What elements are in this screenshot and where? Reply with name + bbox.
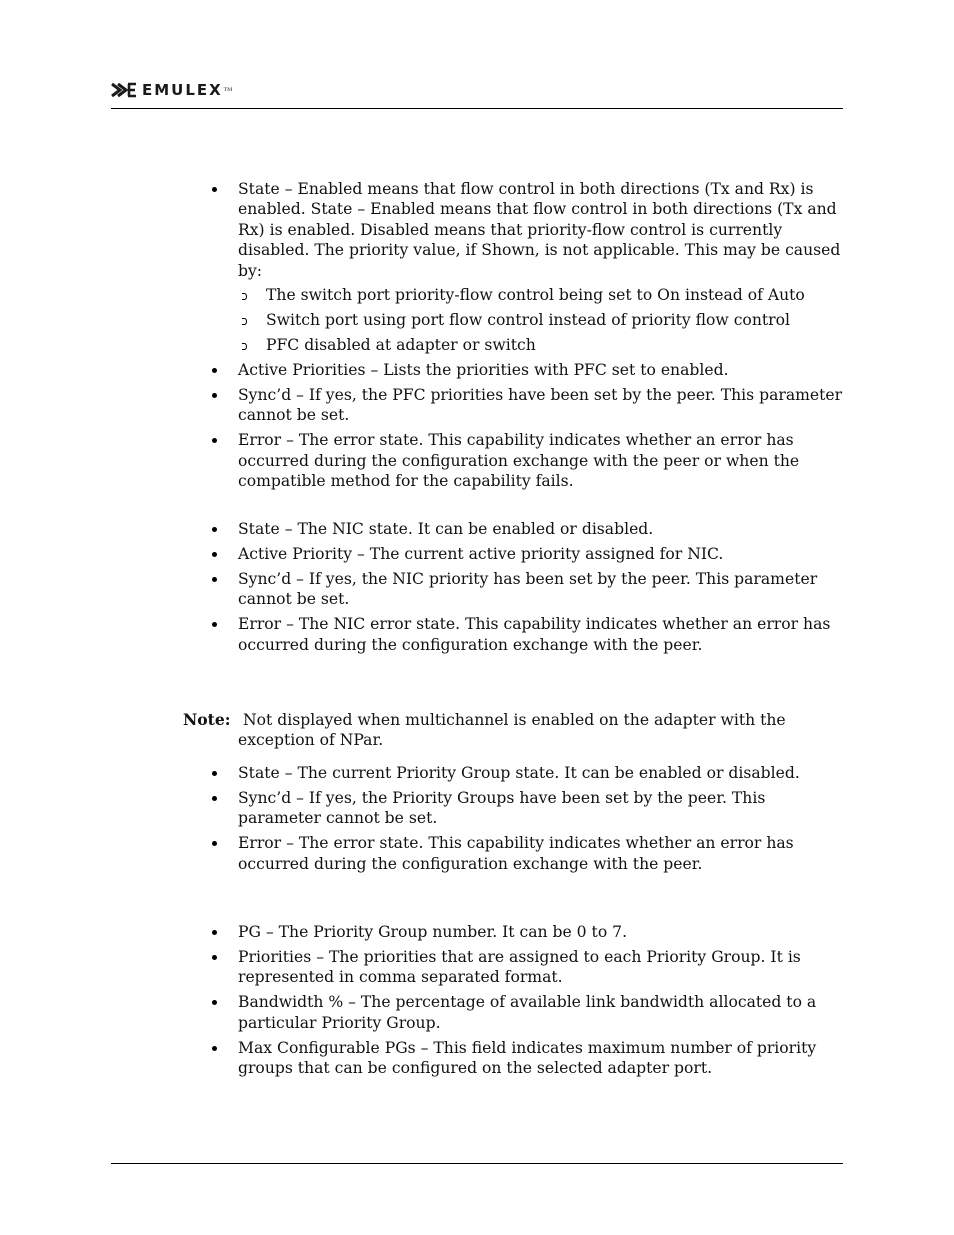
list-item-text: Sync’d – If yes, the PFC priorities have been set by the peer. This parameter cannot be set.: [238, 386, 843, 425]
list-item-text: Priorities – The priorities that are assigned to each Priority Group. It is represented in comma separated format.: [238, 948, 801, 987]
list-item-text: Error – The error state. This capability indicates whether an error has occurred during the configuration exchange with the peer or when the compatible method for the capability fails.: [238, 431, 800, 491]
sub-list-item-text: The switch port priority-flow control being set to On instead of Auto: [266, 286, 805, 305]
sub-list-item-text: PFC disabled at adapter or switch: [266, 336, 536, 355]
list-item: [210, 569, 845, 610]
list-item-text: Active Priorities – Lists the priorities with PFC set to enabled.: [238, 361, 729, 380]
header-rule: [111, 108, 843, 109]
sub-list-item: [238, 285, 845, 305]
list-item-text: State – The current Priority Group state. It can be enabled or disabled.: [238, 764, 800, 782]
note-text: Not displayed when multichannel is enabled on the adapter with the exception of NPar.: [238, 711, 786, 750]
pg-properties-bullet-list: [210, 922, 845, 1083]
list-item-text: PG – The Priority Group number. It can be 0 to 7.: [238, 923, 628, 941]
list-item-text: Error – The error state. This capability indicates whether an error has occurred during the configuration exchange with the peer.: [238, 834, 794, 873]
list-item-text: State – The NIC state. It can be enabled or disabled.: [238, 520, 654, 538]
list-item-text: Bandwidth % – The percentage of available link bandwidth allocated to a particular Priority Group.: [238, 993, 817, 1032]
list-item: [210, 360, 845, 380]
list-item: [210, 947, 845, 988]
pfc-bullet-list: [210, 179, 845, 496]
list-item-text: Error – The NIC error state. This capability indicates whether an error has occurred during the configuration exchange with the peer.: [238, 615, 831, 654]
nic-bullet-list: [210, 519, 845, 660]
logo-trademark: TM: [223, 87, 233, 93]
list-item: [210, 385, 845, 426]
list-item-text: State – Enabled means that flow control in both directions (Tx and Rx) is enabled. State – Enabled means that flow control in both directions (Tx and Rx) is enabled. Disabled means that priority-flow control is currently disabled. The priority value, if Shown, is not applicable. This may be caused by:: [238, 180, 841, 280]
sub-list-item-text: Switch port using port flow control instead of priority flow control: [266, 311, 790, 330]
list-item: [210, 614, 845, 655]
list-item: [210, 833, 845, 874]
emulex-logo-icon: [111, 82, 137, 98]
list-item: [210, 992, 845, 1033]
pfc-sub-list: [238, 285, 845, 355]
list-item-text: Active Priority – The current active priority assigned for NIC.: [238, 545, 724, 563]
list-item: [210, 788, 845, 829]
list-item: [210, 922, 845, 942]
list-item: [210, 430, 845, 491]
list-item: [210, 763, 845, 783]
list-item-text: Sync’d – If yes, the NIC priority has been set by the peer. This parameter cannot be set.: [238, 570, 818, 609]
sub-list-item: [238, 310, 845, 330]
list-item-text: Max Configurable PGs – This field indicates maximum number of priority groups that can be configured on the selected adapter port.: [238, 1038, 817, 1078]
list-item: [210, 1038, 845, 1079]
list-item-text: Sync’d – If yes, the Priority Groups have been set by the peer. This parameter cannot be set.: [238, 789, 766, 828]
logo-wordmark: EMULEX: [142, 81, 223, 99]
list-item: [210, 544, 845, 564]
list-item: [210, 519, 845, 539]
pg-bullet-list: [210, 763, 845, 879]
footer-rule: [111, 1163, 843, 1164]
note-block: [183, 710, 843, 751]
list-item: [210, 179, 845, 355]
emulex-logo: [111, 81, 232, 99]
sub-list-item: [238, 335, 845, 355]
note-label: Note:: [183, 710, 231, 729]
